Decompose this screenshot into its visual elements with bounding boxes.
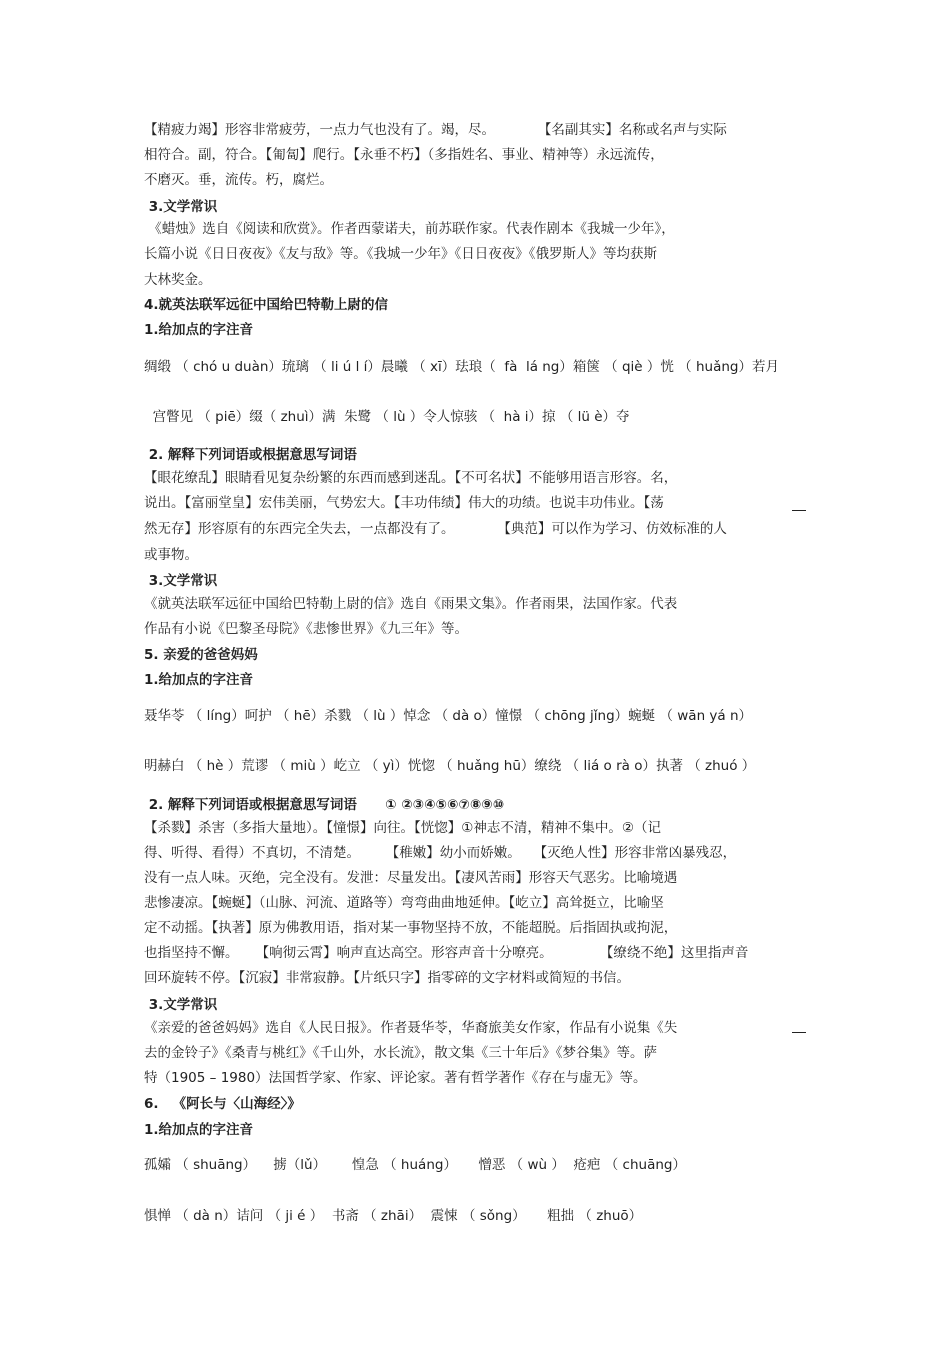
text-line: 回环旋转不停。【沉寂】非常寂静。【片纸只字】指零碎的文字材料或简短的书信。 — [144, 970, 630, 986]
text-line: 作品有小说《巴黎圣母院》《悲惨世界》《九三年》等。 — [144, 621, 468, 637]
pinyin-line: 明赫白 （ hè ）荒谬 （ miù ）屹立 （ yì）恍惚 （ huǎng hū）缭绕 （ liá o rà o）执著 （ zhuó ） — [144, 758, 756, 774]
text-line: 或事物。 — [144, 547, 198, 563]
section-heading: 2. 解释下列词语或根据意思写词语 — [144, 447, 357, 463]
text-line: 然无存】形容原有的东西完全失去，一点都没有了。 【典范】可以作为学习、仿效标准的人 — [144, 521, 727, 537]
text-line: 【精疲力竭】形容非常疲劳，一点力气也没有了。竭，尽。 【名副其实】名称或名声与实际 — [144, 122, 727, 138]
section-heading: 4.就英法联军远征中国给巴特勒上尉的信 — [144, 297, 389, 313]
text-line: 不磨灭。垂，流传。朽，腐烂。 — [144, 172, 333, 188]
section-heading: 6. 《阿长与〈山海经〉》 — [144, 1096, 301, 1112]
section-heading: 1.给加点的字注音 — [144, 1122, 254, 1138]
pinyin-line: 聂华苓 （ líng）呵护 （ hē）杀戮 （ lù ）悼念 （ dà o）憧憬 （ chōng jǐng）蜿蜒 （ wān yá n） — [144, 708, 753, 724]
text-line: 特（1905 – 1980）法国哲学家、作家、评论家。著有哲学著作《存在与虚无》等。 — [144, 1070, 647, 1086]
text-line: 也指坚持不懈。 【响彻云霄】响声直达高空。形容声音十分嘹亮。 【缭绕不绝】这里指声音 — [144, 945, 749, 961]
text-line: 《亲爱的爸爸妈妈》选自《人民日报》。作者聂华苓，华裔旅美女作家，作品有小说集《失 — [144, 1020, 678, 1036]
text-line: 定不动摇。【执著】原为佛教用语，指对某一事物坚持不放，不能超脱。后指固执或拘泥， — [144, 920, 678, 936]
section-heading: 1.给加点的字注音 — [144, 322, 254, 338]
pinyin-line: 惧惮 （ dà n）诘问 （ ji é ） 书斋 （ zhāi） 震悚 （ sǒng） 粗拙 （ zhuō） — [144, 1208, 643, 1224]
text-line: 《就英法联军远征中国给巴特勒上尉的信》选自《雨果文集》。作者雨果，法国作家。代表 — [144, 596, 678, 612]
blank-line — [792, 1032, 806, 1033]
pinyin-line: 宫瞥见 （ piē）缀（ zhuì）满 朱鹭 （ lù ）令人惊骇 （ hà i）掠 （ lü è）夺 — [144, 409, 630, 425]
text-line: 没有一点人味。灭绝，完全没有。发泄：尽量发出。【凄风苦雨】形容天气恶劣。比喻境遇 — [144, 870, 678, 886]
text-line: 长篇小说《日日夜夜》《友与敌》等。《我城一少年》《日日夜夜》《俄罗斯人》等均获斯 — [144, 246, 657, 262]
section-heading: 3.文学常识 — [144, 573, 218, 589]
section-heading: 3.文学常识 — [144, 997, 218, 1013]
text-line: 悲惨凄凉。【蜿蜒】（山脉、河流、道路等）弯弯曲曲地延伸。【屹立】高耸挺立，比喻坚 — [144, 895, 664, 911]
text-line: 《蜡烛》选自《阅读和欣赏》。作者西蒙诺夫，前苏联作家。代表作剧本《我城一少年》， — [144, 221, 675, 237]
text-line: 得、听得、看得）不真切，不清楚。 【稚嫩】幼小而娇嫩。 【灭绝人性】形容非常凶暴残忍， — [144, 845, 737, 861]
text-line: 大林奖金。 — [144, 272, 212, 288]
text-line: 相符合。副，符合。【匍匐】爬行。【永垂不朽】（多指姓名、事业、精神等）永远流传， — [144, 147, 664, 163]
blank-line — [792, 510, 806, 511]
section-heading: 2. 解释下列词语或根据意思写词语 ① ②③④⑤⑥⑦⑧⑨⑩ — [144, 797, 505, 813]
text-line: 【眼花缭乱】眼睛看见复杂纷繁的东西而感到迷乱。【不可名状】不能够用语言形容。名， — [144, 470, 678, 486]
section-heading: 1.给加点的字注音 — [144, 672, 254, 688]
pinyin-line: 孤孀 （ shuāng） 掳（lǔ） 惶急 （ huáng） 憎恶 （ wù ） 疮疤 （ chuāng） — [144, 1157, 686, 1173]
pinyin-line: 绸缎 （ chó u duàn）琉璃 （ li ú l í）晨曦 （ xī）珐琅（ fà lá ng）箱箧 （ qiè ）恍 （ huǎng）若月 — [144, 359, 779, 375]
text-line: 【杀戮】杀害（多指大量地）。【憧憬】向往。【恍惚】①神志不清，精神不集中。②（记 — [144, 820, 661, 836]
section-heading: 5. 亲爱的爸爸妈妈 — [144, 647, 258, 663]
text-line: 说出。【富丽堂皇】宏伟美丽，气势宏大。【丰功伟绩】伟大的功绩。也说丰功伟业。【荡 — [144, 495, 664, 511]
text-line: 去的金铃子》《桑青与桃红》《千山外，水长流》，散文集《三十年后》《梦谷集》等。萨 — [144, 1045, 657, 1061]
section-heading: 3.文学常识 — [144, 199, 218, 215]
